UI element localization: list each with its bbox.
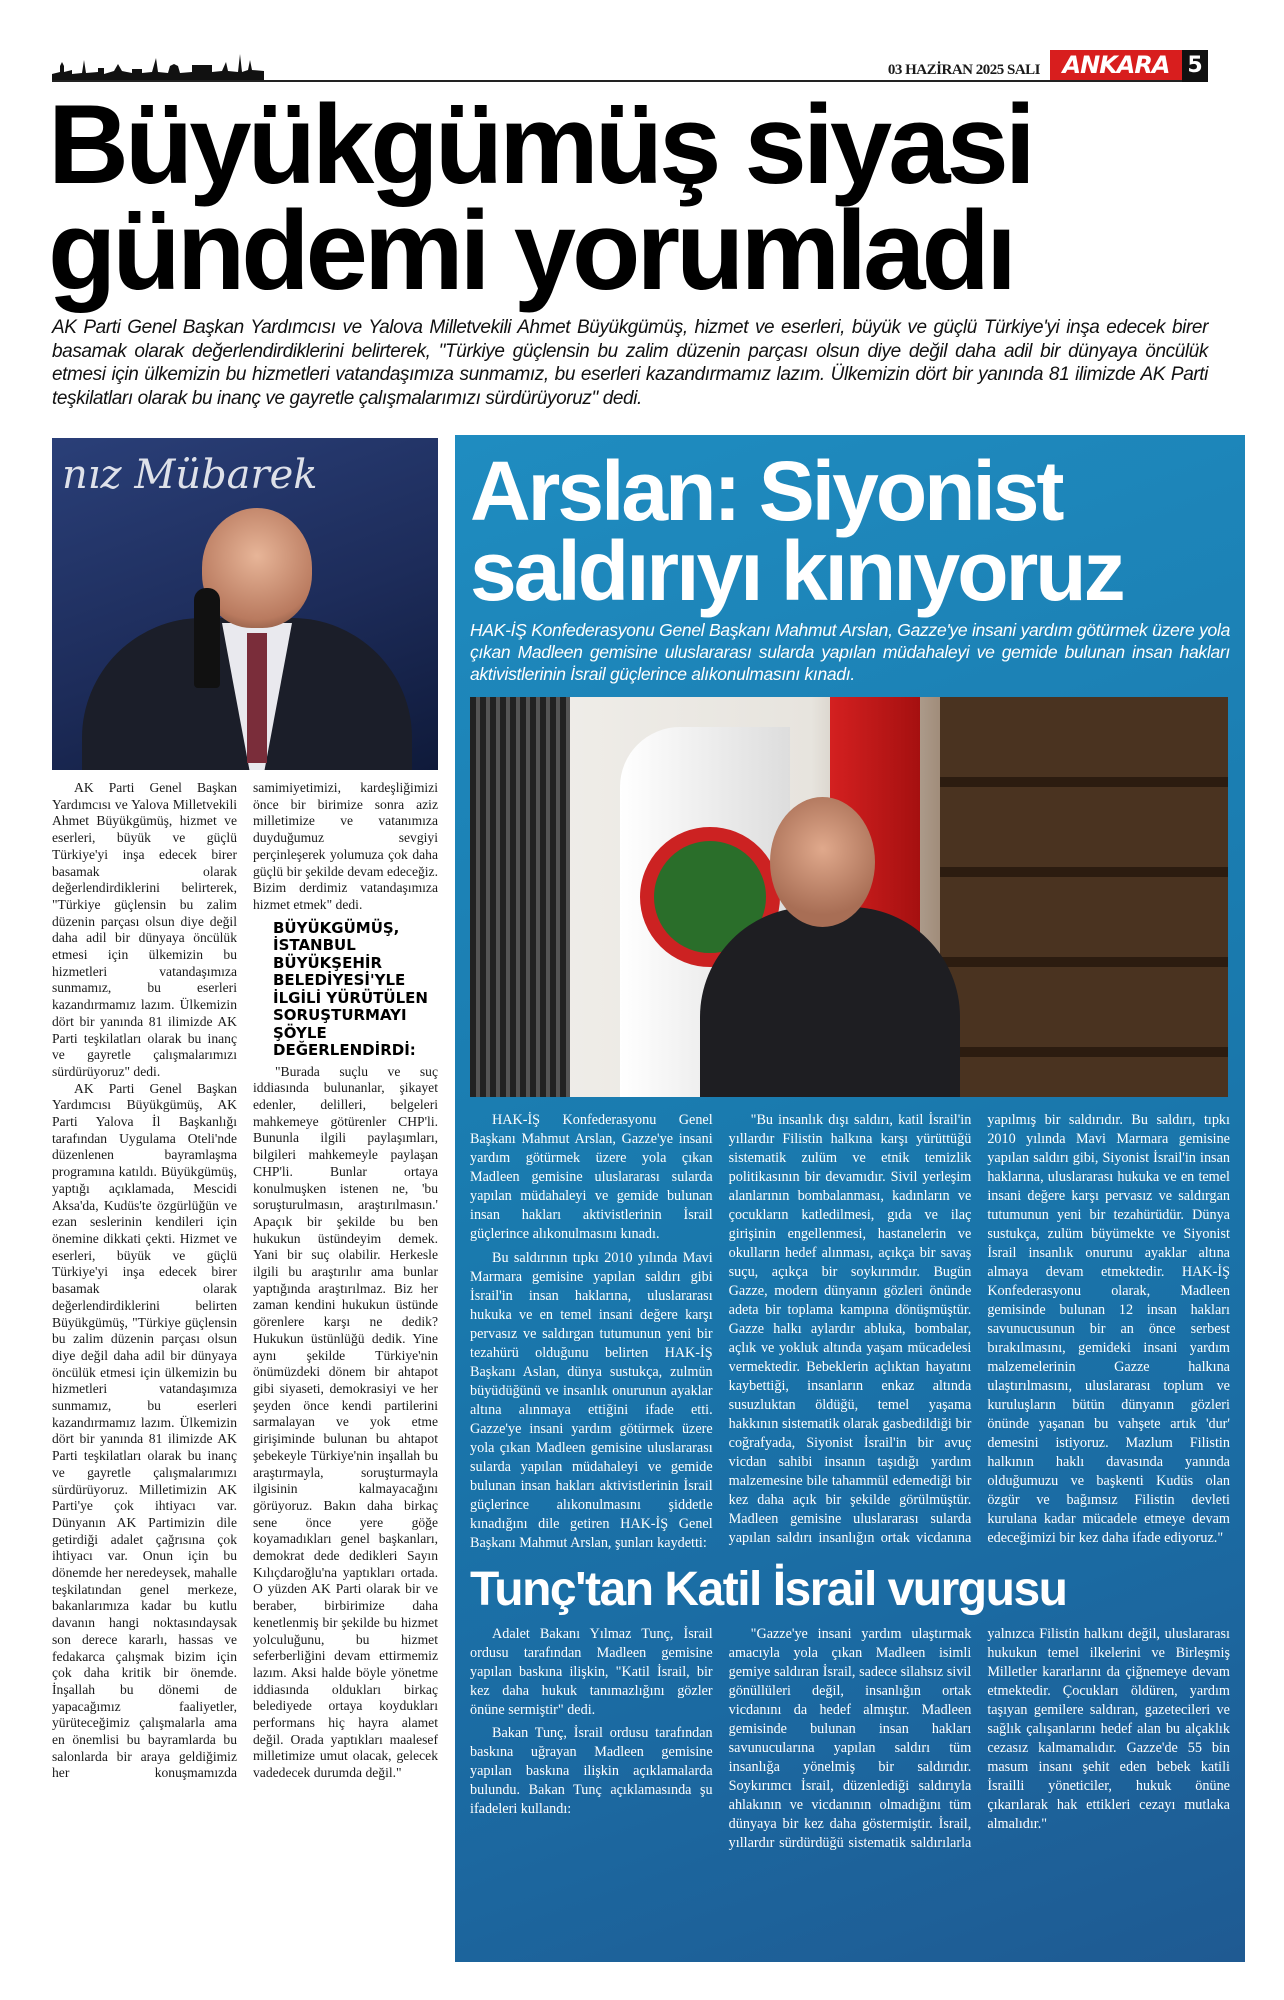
arslan-story-box bbox=[455, 435, 1245, 1962]
arslan-lede: HAK-İŞ Konfederasyonu Genel Başkanı Mahmut Arslan, Gazze'ye insani yardım götürmek üzere yola çıkan Madleen gemisine uluslararası sularda yapılan müdahaleyi ve gemide bulunan insan hakları aktivistlerinin İsrail güçlerince alıkonulmasını kınadı. bbox=[470, 620, 1230, 684]
newspaper-logo: ANKARA bbox=[1050, 50, 1182, 80]
page-number: 5 bbox=[1182, 50, 1208, 82]
ankara-skyline-icon bbox=[52, 52, 264, 82]
article-paragraph: Adalet Bakanı Yılmaz Tunç, İsrail ordusu tarafından Madleen gemisine yapılan baskına ilişkin, "Katil İsrail, bir kez daha hukuk tanımazlığını gözler önüne sermiştir" dedi. bbox=[470, 1626, 713, 1718]
article-paragraph: AK Parti Genel Başkan Yardımcısı ve Yalova Milletvekili Ahmet Büyükgümüş, hizmet ve eserleri, büyük ve güçlü Türkiye'yi inşa edecek birer basamak olarak değerlendirdiklerini belirterek, "Türkiye güçlensin bu zalim düzenin parçası olsun diye değil daha adil bir dünyaya öncülük etmesi için ülkemizin bu hizmetleri vatandaşımıza sunmamız, bu eserleri kazandırmamız lazım. Ülkemizin dört bir yanında 81 ilimizde AK Parti teşkilatları olarak bu inanç ve gayretle çalışmalarımızı sürdürüyoruz" dedi. bbox=[52, 780, 237, 1079]
tunc-article-body bbox=[470, 1625, 1230, 1853]
article-paragraph: "Bu insanlık dışı saldırı, katil İsrail'in yıllardır Filistin halkına karşı yürüttüğü sistematik zulüm ve etnik temizlik politikasının bir devamıdır. Sivil yerleşim alanlarının bombalanması, kadınların ve çocukların katledilmesi, gıda ve ilaç girişinin engellenmesi, hastanelerin ve okulların hedef alınması, açıkça bir savaş suçu, açıkça bir soykırımdır. Bugün Gazze, modern dünyanın gözleri önünde adeta bir toplama kampına dönüşmüştür. Gazze halkı aylardır abluka, bombalar, açlık ve yokluk altında yaşam mücadelesi vermektedir. Bebeklerin açlıktan hayatını kaybettiği, insanların enkaz altında susuzluktan öldüğü, temel yaşama hakkının sistematik olarak gasbedildiği bir coğrafyada, Siyonist İsrail'in bir avuç vicdan sahibi insanın taşıdığı yardım malzemesine bile tahammül edemediği bir kez daha açık bir şekilde görülmüştür. Madleen gemisine uluslararası sularda yapılan saldırı insanlığın ortak vicdanına yapılmış bir saldırıdır. Bu saldırı, tıpkı 2010 yılında Mavi Marmara gemisine yapılan saldırı gibi, Siyonist İsrail'in insan haklarına, uluslararası hukuka ve en temel insani değere karşı pervasız ve saldırgan tutumunun yeni bir tezahürüdür. Dünya sustukça, zulüm büyümekte ve Siyonist İsrail insanlık onurunu ayaklar altına almaya devam etmektedir. HAK-İŞ Konfederasyonu olarak, Madleen gemisinde bulunan 12 insan hakları savunucusunun bir an önce serbest bırakılmasını, gemideki insani yardım malzemelerinin Gazze halkına ulaştırılmasını, uluslararası toplum ve kuruluşların bütün dünyanın gözleri önünde yaşanan bu vahşete artık 'dur' demesini istiyoruz. Mazlum Filistin halkının haklı davasında yanında olduğumuzu ve başkenti Kudüs olan özgür ve bağımsız Filistin devleti kurulana kadar mücadele etmeye devam edeceğimizi bir kez daha ifade ediyoruz." bbox=[728, 1112, 1230, 1546]
buyukgumus-photo bbox=[52, 438, 438, 770]
arslan-photo bbox=[470, 697, 1228, 1097]
arslan-headline: Arslan: Siyonist saldırıyı kınıyoruz bbox=[470, 444, 1123, 618]
microphone-icon bbox=[194, 588, 220, 688]
main-headline: Büyükgümüş siyasi gündemi yorumladı bbox=[48, 82, 1032, 313]
issue-date: 03 HAZİRAN 2025 SALI bbox=[887, 62, 1040, 78]
article-paragraph: AK Parti Genel Başkan Yardımcısı Büyükgümüş, AK Parti Yalova İl Başkanlığı tarafından Uygulama Oteli'nde düzenlenen bayramlaşma programına katıldı. Büyükgümüş, yaptığı açıklamada, Mescidi Aksa'da, Kudüs'te özgürlüğün ve ezan seslerinin kendileri için önemine dikkati çekti. Hizmet ve eserleri, büyük ve güçlü Türkiye'yi inşa edecek birer basamak olarak değerlendirdiklerini belirten Büyükgümüş, "Türkiye güçlensin bu zalim düzenin parçası olsun diye değil daha adil bir dünyaya öncülük etmesi için ülkemizin bu hizmetleri vatandaşımıza sunmamız, bu eserleri kazandırmamız lazım. Ülkemizin dört bir yanında 81 ilimizde AK Parti teşkilatları olarak bu inanç ve gayretle çalışmalarımızı sürdürüyoruz. Milletimizin AK Parti'ye çok ihtiyacı var. Dünyanın AK Partimizin dile getirdiği adalet çağrısına çok ihtiyacı var. Onun için bu dönemde her neredeysek, mahalle teşkilatından genel merkeze, bakanlarımıza kadar bu kutlu davanın hangi noktasındaysak son derece kararlı, hassas ve fedakarca çalışmak bizim için çok daha kritik bir önemde. İnşallah bu dönemi de yapacağımız faaliyetler, yürüteceğimiz çalışmalarla ama en önemlisi bu bayramlarda bu salonlarda bir araya geldiğimiz her konuşmamızda samimiyetimizi, kardeşliğimizi önce bir birimize sonra aziz milletimize ve vatanımıza duyduğumuz sevgiyi perçinleşerek yolumuza çok daha güçlü bir şekilde devam edeceğiz. Bizim derdimiz vatandaşımıza hizmet etmek" dedi. bbox=[52, 780, 438, 1781]
article-paragraph: Bakan Tunç, İsrail ordusu tarafından baskına uğrayan Madleen gemisine yapılan baskına ilişkin açıklamalarda bulundu. Bakan Tunç açıklamasında şu ifadeleri kullandı: bbox=[470, 1725, 713, 1817]
article-paragraph: HAK-İŞ Konfederasyonu Genel Başkanı Mahmut Arslan, Gazze'ye insani yardım götürmek üzere yola çıkan Madleen gemisine uluslararası sularda yapılan müdahaleyi ve gemide bulunan insan hakları aktivistlerinin İsrail güçlerince alıkonulmasını kınadı. bbox=[470, 1112, 713, 1242]
article-paragraph: "Gazze'ye insani yardım ulaştırmak amacıyla yola çıkan Madleen isimli gemiye saldıran İsrail, sadece silahsız sivil gönüllüleri değil, insanlığın ortak vicdanını da hedef almıştır. Madleen gemisinde bulunan insan hakları savunucularına yapılan saldırı tüm insanlığa yönelmiş bir saldırıdır. Soykırımcı İsrail, düzenlediği saldırıyla ahlakının ve vicdanının olmadığını tüm dünyaya bir kez daha göstermiştir. İsrail, yıllardır sürdürdüğü sistematik saldırılarla yalnızca Filistin halkını değil, uluslararası hukukun temel ilkelerini ve Birleşmiş Milletler kararlarını da çiğnemeye devam etmektedir. Çocukları öldüren, yardım taşıyan gemilere saldıran, gazetecileri ve sağlık çalışanlarını hedef alan bu alçaklık cezasız kalmamalıdır. Gazze'de 55 bin masum insanı şehit eden bebek katili İsrailli yöneticiler, hukuk önüne çıkarılarak hak ettikleri cezayı mutlaka almalıdır." bbox=[728, 1626, 1230, 1851]
main-lede: AK Parti Genel Başkan Yardımcısı ve Yalova Milletvekili Ahmet Büyükgümüş, hizmet ve eserleri, büyük ve güçlü Türkiye'yi inşa edecek birer basamak olarak değerlendirdiklerini belirterek, "Türkiye güçlensin bu zalim düzenin parçası olsun diye değil daha adil bir dünyaya öncülük etmesi için ülkemizin bu hizmetleri vatandaşımıza sunmamız, bu eserleri kazandırmamız lazım. Ülkemizin dört bir yanında 81 ilimizde AK Parti teşkilatları olarak bu inanç ve gayretle çalışmalarımızı sürdürüyoruz" dedi. bbox=[52, 317, 1208, 409]
photo-banner-text: nız Mübarek bbox=[62, 452, 318, 498]
photo-bookshelf bbox=[940, 697, 1228, 1097]
tunc-headline: Tunç'tan Katil İsrail vurgusu bbox=[470, 1563, 1067, 1616]
photo-figure-tie bbox=[247, 633, 267, 763]
photo-figure-head bbox=[770, 797, 875, 927]
article-paragraph: "Burada suçlu ve suç iddiasında bulunanlar, şikayet edenler, delilleri, belgeleri mahkemeye götürenler CHP'li. Bununla ilgili paylaşımları, bilgileri mahkemeyle paylaşan CHP'li. Bunlar ortaya konulmuşken istenen ne, 'bu soruşturulmasın, araştırılmasın.' Apaçık bir şekilde bu ben hukukun üstündeyim demek. Yani bir suç olabilir. Herkesle ilgili bu araştırılır ama bunlar yaptığında araştırılmaz. Biz her zaman kendini hukukun üstünde görenlere karşı ne dedik? Hukukun üstünlüğü dedik. Yine aynı şekilde Türkiye'nin önümüzdeki dönem bir ahtapot gibi siyaseti, demokrasiyi ve her şeyden önce kendi partilerini sarmalayan ve yok etme girişiminde bulunan bu ahtapot şebekeyle Türkiye'nin inşallah bu araştırmayla, soruşturmayla ilgisinin kalmayacağını görüyoruz. Bakın daha birkaç sene önce yere göğe koyamadıkları genel başkanları, demokrat dede dedikleri Sayın Kılıçdaroğlu'na yaptıkları ortada. O yüzden AK Parti olarak bir ve beraber, birbirimize daha kenetlenmiş bir şekilde bu hizmet yolculuğunu, bu hizmet seferberliğini devam ettirmemiz lazım. Aksi halde böyle yönetme iddiasında oldukları birkaç belediyede ortaya koydukları performans hiç hayra alamet değil. Orada yaptıkları maalesef milletimize umut olacak, gelecek vadedecek durumda değil." bbox=[253, 1063, 438, 1781]
article-subheading: BÜYÜKGÜMÜŞ, İSTANBUL BÜYÜKŞEHİR BELEDİYESİ'YLE İLGİLİ YÜRÜTÜLEN SORUŞTURMAYI ŞÖYLE DEĞERLENDİRDİ: bbox=[273, 918, 428, 1060]
main-article-body bbox=[52, 780, 438, 1782]
arslan-article-body bbox=[470, 1111, 1230, 1553]
article-paragraph: Bu saldırının tıpkı 2010 yılında Mavi Marmara gemisine yapılan saldırı gibi İsrail'in insan haklarına, uluslararası hukuka ve en temel insani değere karşı pervasız ve saldırgan tutumunun yeni bir tezahürü olduğunu belirten HAK-İŞ Başkanı Aslan, dünya sustukça, zulmün büyüdüğünü ve insanlık onurunun ayaklar altına alınmaya ettiğini ifade etti. Gazze'ye insani yardım götürmek üzere yola çıkan Madleen gemisine uluslararası sularda yapılan müdahaleyi ve gemide bulunan insan hakları aktivistlerinin İsrail güçlerince alıkonulmasını şiddetle kınadığını dile getiren HAK-İŞ Genel Başkanı Mahmut Arslan, şunları kaydetti: bbox=[470, 1250, 713, 1551]
photo-figure-body bbox=[700, 907, 960, 1097]
photo-curtain bbox=[470, 697, 570, 1097]
main-story-header bbox=[48, 82, 1213, 410]
